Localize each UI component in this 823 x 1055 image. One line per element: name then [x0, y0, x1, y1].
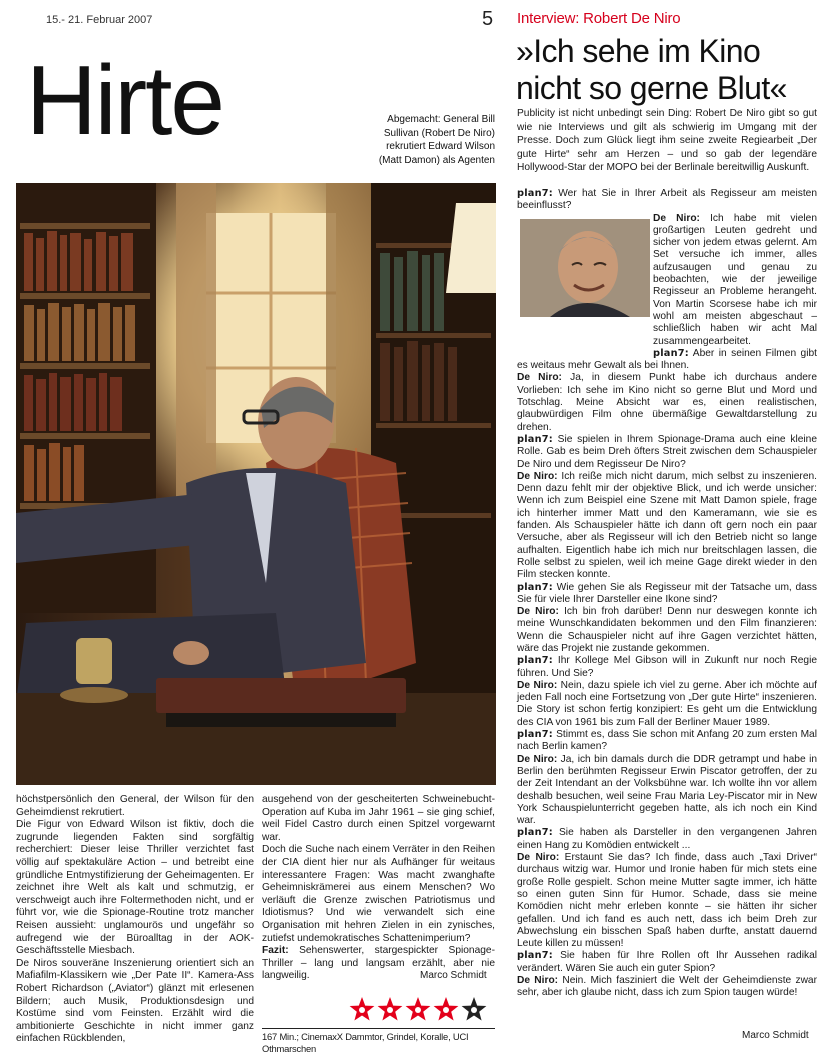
qa-question: [517, 348, 817, 373]
answer-text: Nein. Mich fasziniert die Welt der Geheimdienste zwar sehr, aber ich glaube nicht, dass ich zum Spion taugen würde!: [517, 975, 817, 999]
qa-answer: [517, 680, 817, 729]
question-text: Stimmt es, dass Sie schon mit Anfang 20 zum ersten Mal nach Berlin kamen?: [517, 729, 817, 753]
qa-answer: [517, 471, 817, 582]
review-author: Marco Schmidt: [420, 970, 487, 981]
speaker-plan7: plan7:: [517, 655, 553, 667]
headline-line-1: »Ich sehe im Kino: [516, 33, 761, 69]
speaker-plan7: plan7:: [517, 729, 553, 741]
star-center-icon: [415, 1007, 421, 1013]
qa-question: [517, 655, 817, 680]
speaker-plan7: plan7:: [653, 347, 689, 359]
qa-answer: [517, 975, 817, 1000]
qa-question: [517, 582, 817, 607]
qa-question: [517, 827, 817, 852]
question-text: Sie haben als Darsteller in den vergangenen Jahren einen Hang zu Komödien entwickelt ...: [517, 827, 817, 851]
review-paragraph: De Niros souveräne Inszenierung orientiert sich an Mafiafilm-Klassikern wie „Der Pate II“. Kamera-Ass Robert Richardson („Aviator“) glänzt mit erlesenen Bildern; auch Musik, Produktionsdesign und Kostüme sind vom Feinsten. Erzählt wird die ambitionierte Geschichte in nicht immer ganz einfachen Rückblenden,: [16, 957, 254, 1045]
review-paragraph: höchstpersönlich den General, der Wilson für den Geheimdienst rekrutiert.: [16, 794, 254, 818]
answer-text: Ich habe mit vielen großartigen Leuten gedreht und sicher von jedem etwas gelernt. Am Set versuche ich immer, alles aufzusaugen und genau zu beobachten, wie der jeweilige Regisseur an Probleme herangeht. Von Martin Scorsese habe ich mir wohl am meisten abgeschaut – schließlich haben wir acht Mal zusammengearbeitet.: [653, 212, 817, 347]
speaker-plan7: plan7:: [517, 433, 553, 445]
qa-answer: [517, 852, 817, 950]
review-paragraph: ausgehend von der gescheiterten Schweinebucht-Operation auf Kuba im Jahr 1961 – sie ging schief, weil Fidel Castro durch einen Spitzel vorgewarnt war.: [262, 794, 495, 843]
speaker-de-niro: De Niro:: [517, 606, 559, 618]
answer-text: Ich bin froh darüber! Denn nur deswegen konnte ich meine Wunschkandidaten bekommen und den Film finanzieren: Wenn die Schauspieler nicht auf ihre Gagen verzichtet hätten, wäre das Projekt nie zustande gekommen.: [517, 606, 817, 654]
question-text: Aber in seinen Filmen gibt es weitaus mehr Gewalt als bei Ihnen.: [517, 347, 817, 372]
answer-text: Ich reiße mich nicht darum, mich selbst zu inszenieren. Denn dazu fehlt mir der objektive Blick, und ich werde unsicher: Wenn ich zum Beispiel eine Szene mit Matt Damon spiele, frage ich hinterher immer Matt und den Kameramann, wie sie es fanden. Als Schauspieler hätte ich dann oft gern noch ein paar Versuche, aber als Regisseur will ich den Betrieb nicht so lange aufhalten. Eigentlich habe ich mich nur breitschlagen lassen, die Rolle selbst zu spielen, weil ich meine Gage direkt wieder in den Film stecken konnte.: [517, 470, 817, 581]
speaker-de-niro: De Niro:: [517, 753, 558, 765]
question-text: Sie spielen in Ihrem Spionage-Drama auch eine kleine Rolle. Gab es beim Dreh öfters Streit zwischen dem Schauspieler De Niro und dem Regisseur De Niro?: [517, 433, 817, 470]
qa-question: [517, 188, 817, 213]
photo-caption: Abgemacht: General Bill Sullivan (Robert De Niro) rekrutiert Edward Wilson (Matt Damon) als Agenten: [378, 114, 495, 166]
speaker-de-niro: De Niro:: [517, 975, 559, 986]
qa-question: [517, 729, 817, 754]
speaker-plan7: plan7:: [517, 950, 553, 962]
answer-text: Ja, in diesem Punkt habe ich durchaus andere Vorlieben: Ich sehe im Kino nicht so gerne Blut und Mord und Totschlag. Meine Absicht war es, einen realistischen, glaubwürdigen Film ohne übermäßige Gewaltdarstellung zu drehen.: [517, 372, 817, 433]
answer-text: Erstaunt Sie das? Ich finde, dass auch „Taxi Driver“ durchaus witzig war. Humor und Ironie haben für mich stets eine große Rolle gespielt. Schon meine Mutter sagte immer, ich hätte so einen guten Sinn für Humor. Schade, dass sie meine Komödien nicht mehr erleben konnte – sie hätten ihr sicher gefallen. Und ich fand es auch nett, dass ich beim Dreh zur Abwechslung ein bisschen Spaß haben durfte, anstatt dauernd Leute killen zu müssen!: [517, 852, 817, 950]
issue-date: 15.- 21. Februar 2007: [46, 14, 153, 26]
answer-text: Ja, ich bin damals durch die DDR getrampt und habe in Berlin den berühmten Regisseur Erwin Piscator getroffen, der zu der Zeit Intendant an der Volksbühne war. Ich wollte ihn vor allem deshalb besuchen, weil seine Frau Maria Ley-Piscator mir in New York Schauspielunterricht gegeben hatte, als ich noch ein Kind war.: [517, 753, 817, 827]
film-still-photo: [16, 183, 496, 785]
review-column-1: [16, 794, 254, 1046]
fazit-text: Sehenswerter, stargespickter Spionage-Thriller – lang und langsam erzählt, aber nie langweilig.: [262, 945, 495, 982]
star-center-icon: [359, 1007, 365, 1013]
divider: [262, 1028, 495, 1029]
speaker-de-niro: De Niro:: [517, 470, 558, 482]
interview-headline: [516, 33, 816, 107]
interview-lead: [517, 107, 817, 175]
speaker-de-niro: De Niro:: [517, 852, 560, 864]
answer-text: Nein, dazu spiele ich viel zu gerne. Aber ich möchte auf jeden Fall noch eine Fortsetzung von „Der gute Hirte“ inszenieren. Die Story ist schon fertig konzipiert: Es geht um die Entwicklung des CIA von 1961 bis zum Fall der Berliner Mauer 1989.: [517, 679, 817, 728]
question-text: Wer hat Sie in Ihrer Arbeit als Regisseur am meisten beeinflusst?: [517, 188, 817, 212]
de-niro-portrait: [520, 219, 650, 317]
question-text: Wie gehen Sie als Regisseur mit der Tatsache um, dass Sie für viele Ihrer Darsteller eine Ikone sind?: [517, 581, 817, 605]
star-center-icon: [471, 1007, 477, 1013]
speaker-de-niro: De Niro:: [517, 679, 558, 691]
review-paragraph: Die Figur von Edward Wilson ist fiktiv, doch die zugrunde liegenden Fakten sind sorgfältig recherchiert: Dieser leise Thriller verzichtet fast völlig auf spektakuläre Action – und betreibt eine gründliche Entmystifizierung der Geheimagenten. Er zeichnet ihre Welt als kalt und schmutzig, er verschweigt auch ihre Foltermethoden nicht, und er führt vor, wie die Spionage-Routine trotz mancher Reisen aussieht: unglamourös und ungefähr so aufregend wie der Büroalltag in der AOK-Geschäftsstelle Miesbach.: [16, 819, 254, 957]
qa-answer: [517, 372, 817, 433]
question-text: Sie haben für Ihre Rollen oft Ihr Aussehen radikal verändert. Wären Sie auch ein guter Spion?: [517, 950, 817, 974]
review-title: Hirte: [26, 45, 223, 155]
qa-answer: [517, 606, 817, 655]
speaker-plan7: plan7:: [517, 827, 553, 839]
star-center-icon: [387, 1007, 393, 1013]
headline-line-2: nicht so gerne Blut«: [516, 70, 787, 106]
speaker-plan7: plan7:: [517, 188, 553, 199]
qa-answer: [517, 754, 817, 828]
rating-stars: [348, 995, 498, 1025]
lead-paragraph: Publicity ist nicht unbedingt sein Ding: Robert De Niro gibt so gut wie nie Interviews und gilt als schwierig im Umgang mit der Presse. Doch zum Glück liegt ihm seine zweite Regiearbeit „Der gute Hirte“ sehr am Herzen – und so gab der legendäre Hollywood-Star der MOPO bei der Berlinale bereitwillig Auskunft.: [517, 108, 817, 173]
review-paragraph: Doch die Suche nach einem Verräter in den Reihen der CIA dient hier nur als Aufhänger für weitaus interessantere Fragen: Was macht zwanghafte Geheimniskrämerei aus einem Menschen? Wo verläuft die Grenze zwischen Patriotismus und Idiotismus? Und wie verwandelt sich eine Organisation mit hehren Zielen in ein zynisches, zutiefst undemokratisches Schattenimperium?: [262, 844, 495, 944]
qa-question: [517, 434, 817, 471]
interview-author: Marco Schmidt: [742, 1030, 809, 1041]
fazit-label: Fazit:: [262, 945, 289, 957]
cinema-listing: 167 Min.; CinemaxX Dammtor, Grindel, Koralle, UCI Othmarschen: [262, 1031, 469, 1054]
page-number: 5: [482, 8, 494, 30]
review-column-2: [262, 794, 495, 983]
question-text: Ihr Kollege Mel Gibson will in Zukunft nur noch Regie führen. Und Sie?: [517, 655, 817, 679]
speaker-plan7: plan7:: [517, 581, 553, 593]
speaker-de-niro: De Niro:: [653, 212, 700, 224]
qa-question: [517, 950, 817, 975]
speaker-de-niro: De Niro:: [517, 372, 562, 384]
star-center-icon: [443, 1007, 449, 1013]
interview-kicker: Interview: Robert De Niro: [517, 10, 681, 27]
